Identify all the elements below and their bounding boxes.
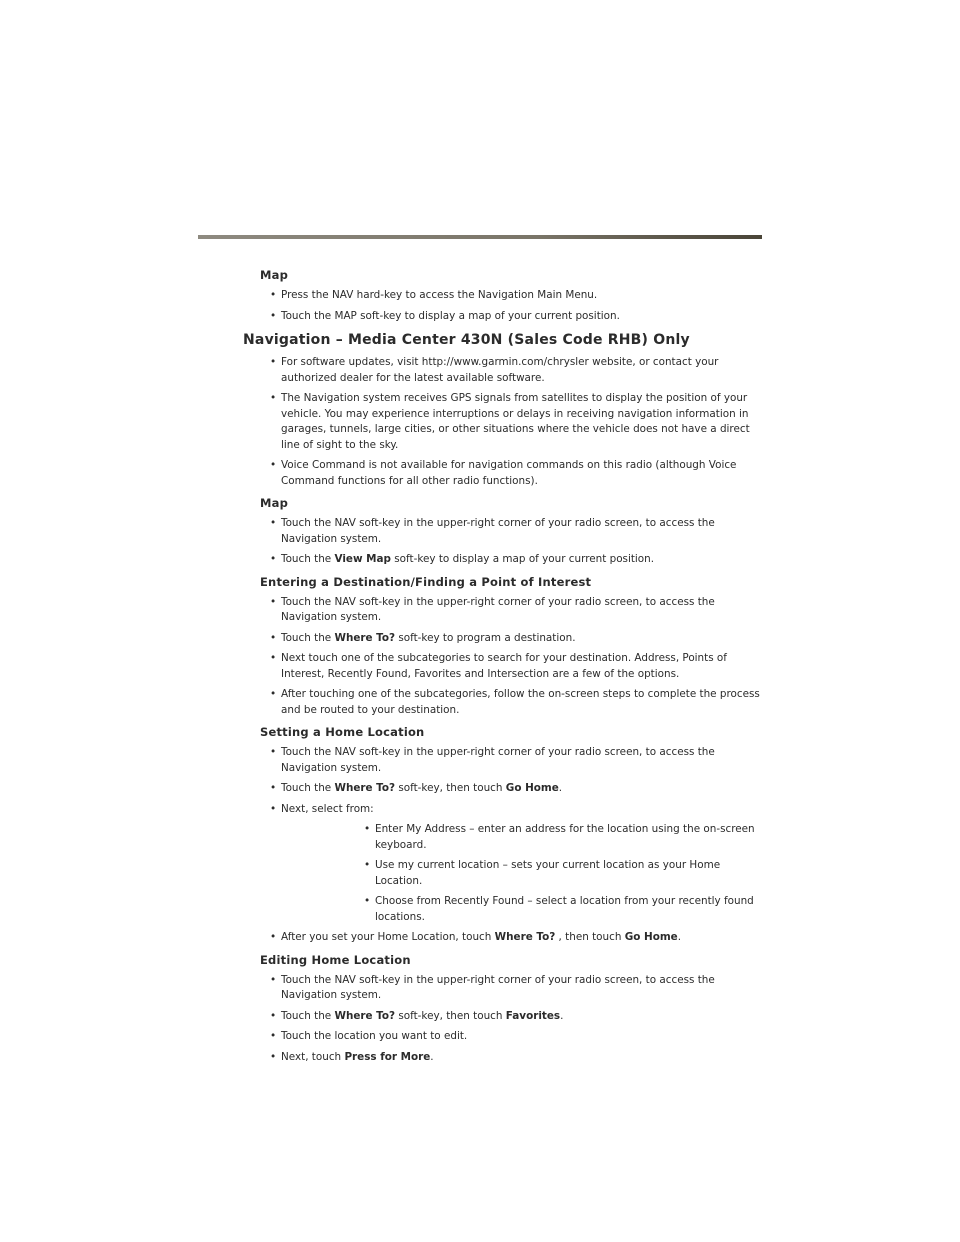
where-to-key: Where To?	[334, 1009, 396, 1022]
bullet-text: Next, touch	[281, 1050, 345, 1063]
list-item	[200, 802, 760, 926]
nav-bullet-list	[200, 355, 760, 489]
list-item	[200, 631, 760, 647]
home-location-bullet-list	[200, 745, 760, 946]
bullet-text: soft-key to display a map of your current position.	[390, 553, 655, 565]
map-bullet-list-2	[200, 516, 760, 568]
bullet-text: .	[560, 1009, 564, 1022]
bullet-text: soft-key to program a destination.	[395, 631, 576, 644]
map-heading-2: Map	[260, 496, 289, 510]
bullet-text: Touch the	[281, 553, 335, 565]
sub-bullet-list	[281, 822, 760, 925]
list-item	[200, 781, 760, 797]
bullet-text: , then touch	[555, 931, 625, 943]
list-item: • Touch the NAV soft-key in the upper-right corner of your radio screen, to access the Navigation system.	[200, 973, 760, 1004]
list-item	[200, 1009, 760, 1025]
list-item: • Voice Command is not available for navigation commands on this radio (although Voice Command functions for all other radio functions).	[200, 458, 760, 489]
page-content	[200, 267, 760, 1070]
list-item: • Touch the NAV soft-key in the upper-right corner of your radio screen, to access the Navigation system.	[200, 595, 760, 626]
bullet-text: soft-key, then touch	[395, 782, 506, 794]
map-heading: Map	[260, 268, 289, 282]
list-item: • Next touch one of the subcategories to search for your destination. Address, Points of Interest, Recently Found, Favorites and Intersection are a few of the options.	[200, 651, 760, 682]
map-bullet-list	[200, 288, 760, 324]
bullet-text: Touch the	[281, 1009, 335, 1022]
sub-list-item: • Enter My Address – enter an address for the location using the on-screen keyboard.	[281, 822, 760, 853]
bullet-text: .	[558, 782, 563, 794]
where-to-key: Where To?	[494, 931, 556, 943]
header-rule	[198, 235, 762, 239]
go-home-key: Go Home	[505, 782, 559, 794]
bullet-text: soft-key, then touch	[395, 1009, 506, 1022]
press-for-more-key: Press for More	[344, 1050, 431, 1063]
bullet-text: After you set your Home Location, touch	[281, 931, 495, 943]
favorites-key: Favorites	[505, 1009, 561, 1022]
list-item: • Touch the NAV soft-key in the upper-right corner of your radio screen, to access the Navigation system.	[200, 745, 760, 776]
list-item: • Press the NAV hard-key to access the Navigation Main Menu.	[200, 288, 760, 304]
bullet-text: Touch the	[281, 631, 335, 644]
view-map-key: View Map	[334, 553, 391, 565]
list-item	[200, 930, 760, 946]
list-item: • Touch the MAP soft-key to display a map of your current position.	[200, 309, 760, 325]
list-item: • The Navigation system receives GPS signals from satellites to display the position of your vehicle. You may experience interruptions or delays in receiving navigation information in garages, tunnels, large cities, or other situations where the vehicle does not have a direct line of sight to the sky.	[200, 391, 760, 453]
editing-home-bullet-list	[200, 973, 760, 1066]
list-item: • Touch the location you want to edit.	[200, 1029, 760, 1045]
go-home-key: Go Home	[624, 931, 678, 943]
destination-heading: Entering a Destination/Finding a Point of Interest	[260, 574, 592, 589]
home-location-heading: Setting a Home Location	[260, 725, 425, 739]
where-to-key: Where To?	[334, 631, 396, 644]
list-item: • After touching one of the subcategories, follow the on-screen steps to complete the process and be routed to your destination.	[200, 687, 760, 718]
bullet-text: Touch the	[281, 782, 335, 794]
bullet-text: .	[430, 1050, 434, 1063]
where-to-key: Where To?	[334, 782, 396, 794]
destination-bullet-list	[200, 595, 760, 719]
sub-list-item: • Use my current location – sets your current location as your Home Location.	[281, 858, 760, 889]
bullet-text: Next, select from:	[281, 802, 374, 815]
bullet-text: .	[677, 931, 682, 943]
list-item	[200, 1050, 760, 1066]
list-item	[200, 552, 760, 568]
editing-home-heading: Editing Home Location	[260, 952, 411, 967]
sub-list-item: • Choose from Recently Found – select a location from your recently found locations.	[281, 894, 760, 925]
section-heading: Navigation – Media Center 430N (Sales Code RHB) Only	[243, 332, 690, 348]
list-item: • Touch the NAV soft-key in the upper-right corner of your radio screen, to access the Navigation system.	[200, 516, 760, 547]
list-item: • For software updates, visit http://www.garmin.com/chrysler website, or contact your authorized dealer for the latest available software.	[200, 355, 760, 386]
